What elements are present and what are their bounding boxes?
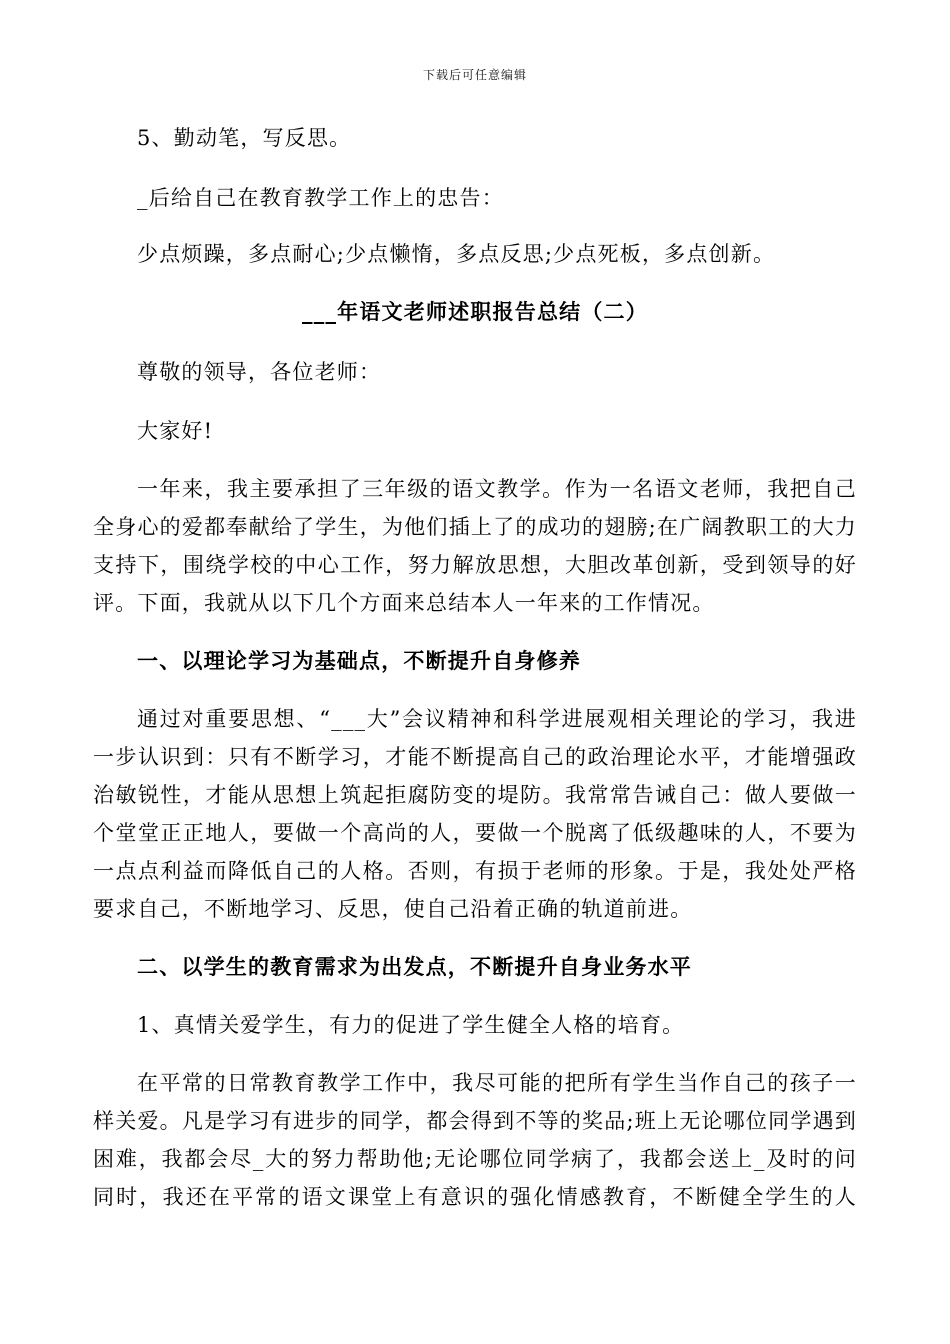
text-line: _后给自己在教育教学工作上的忠告： — [137, 186, 504, 210]
section-title: ___年语文老师述职报告总结（二） — [302, 299, 648, 324]
paragraph-line: 一步认识到：只有不断学习，才能不断提高自己的政治理论水平，才能增强政 — [93, 745, 857, 769]
paragraph-line: 评。下面，我就从以下几个方面来总结本人一年来的工作情况。 — [93, 591, 715, 615]
paragraph-line: 一年来，我主要承担了三年级的语文教学。作为一名语文老师，我把自己 — [137, 477, 857, 501]
text-line: 少点烦躁，多点耐心;少点懒惰，多点反思;少点死板，多点创新。 — [137, 242, 776, 266]
paragraph-line: 困难，我都会尽_大的努力帮助他;无论哪位同学病了，我都会送上_及时的问 — [93, 1147, 857, 1171]
text-line: 1、真情关爱学生，有力的促进了学生健全人格的培育。 — [137, 1013, 685, 1037]
paragraph-line: 要求自己，不断地学习、反思，使自己沿着正确的轨道前进。 — [93, 897, 693, 921]
section-heading: 一、以理论学习为基础点，不断提升自身修养 — [137, 648, 581, 673]
paragraph-line: 在平常的日常教育教学工作中，我尽可能的把所有学生当作自己的孩子一 — [137, 1071, 857, 1095]
page-header: 下载后可任意编辑 — [422, 68, 527, 82]
paragraph-line: 通过对重要思想、“___大”会议精神和科学进展观相关理论的学习，我进 — [137, 707, 857, 731]
paragraph-line: 一点点利益而降低自己的人格。否则，有损于老师的形象。于是，我处处严格 — [93, 859, 857, 883]
paragraph-line: 同时，我还在平常的语文课堂上有意识的强化情感教育，不断健全学生的人 — [93, 1185, 857, 1209]
section-heading: 二、以学生的教育需求为出发点，不断提升自身业务水平 — [137, 954, 692, 979]
greeting-line: 大家好! — [137, 419, 214, 443]
greeting-line: 尊敬的领导，各位老师： — [137, 360, 382, 384]
paragraph-line: 个堂堂正正地人，要做一个高尚的人，要做一个脱离了低级趣味的人，不要为 — [93, 821, 857, 845]
paragraph-line: 治敏锐性，才能从思想上筑起拒腐防变的堤防。我常常告诫自己：做人要做一 — [93, 783, 857, 807]
paragraph-line: 样关爱。凡是学习有进步的同学，都会得到不等的奖品;班上无论哪位同学遇到 — [93, 1109, 857, 1133]
text-line: 5、勤动笔，写反思。 — [137, 126, 352, 150]
paragraph-line: 全身心的爱都奉献给了学生，为他们插上了的成功的翅膀;在广阔教职工的大力 — [93, 515, 857, 539]
paragraph-line: 支持下，围绕学校的中心工作，努力解放思想，大胆改革创新，受到领导的好 — [93, 553, 857, 577]
